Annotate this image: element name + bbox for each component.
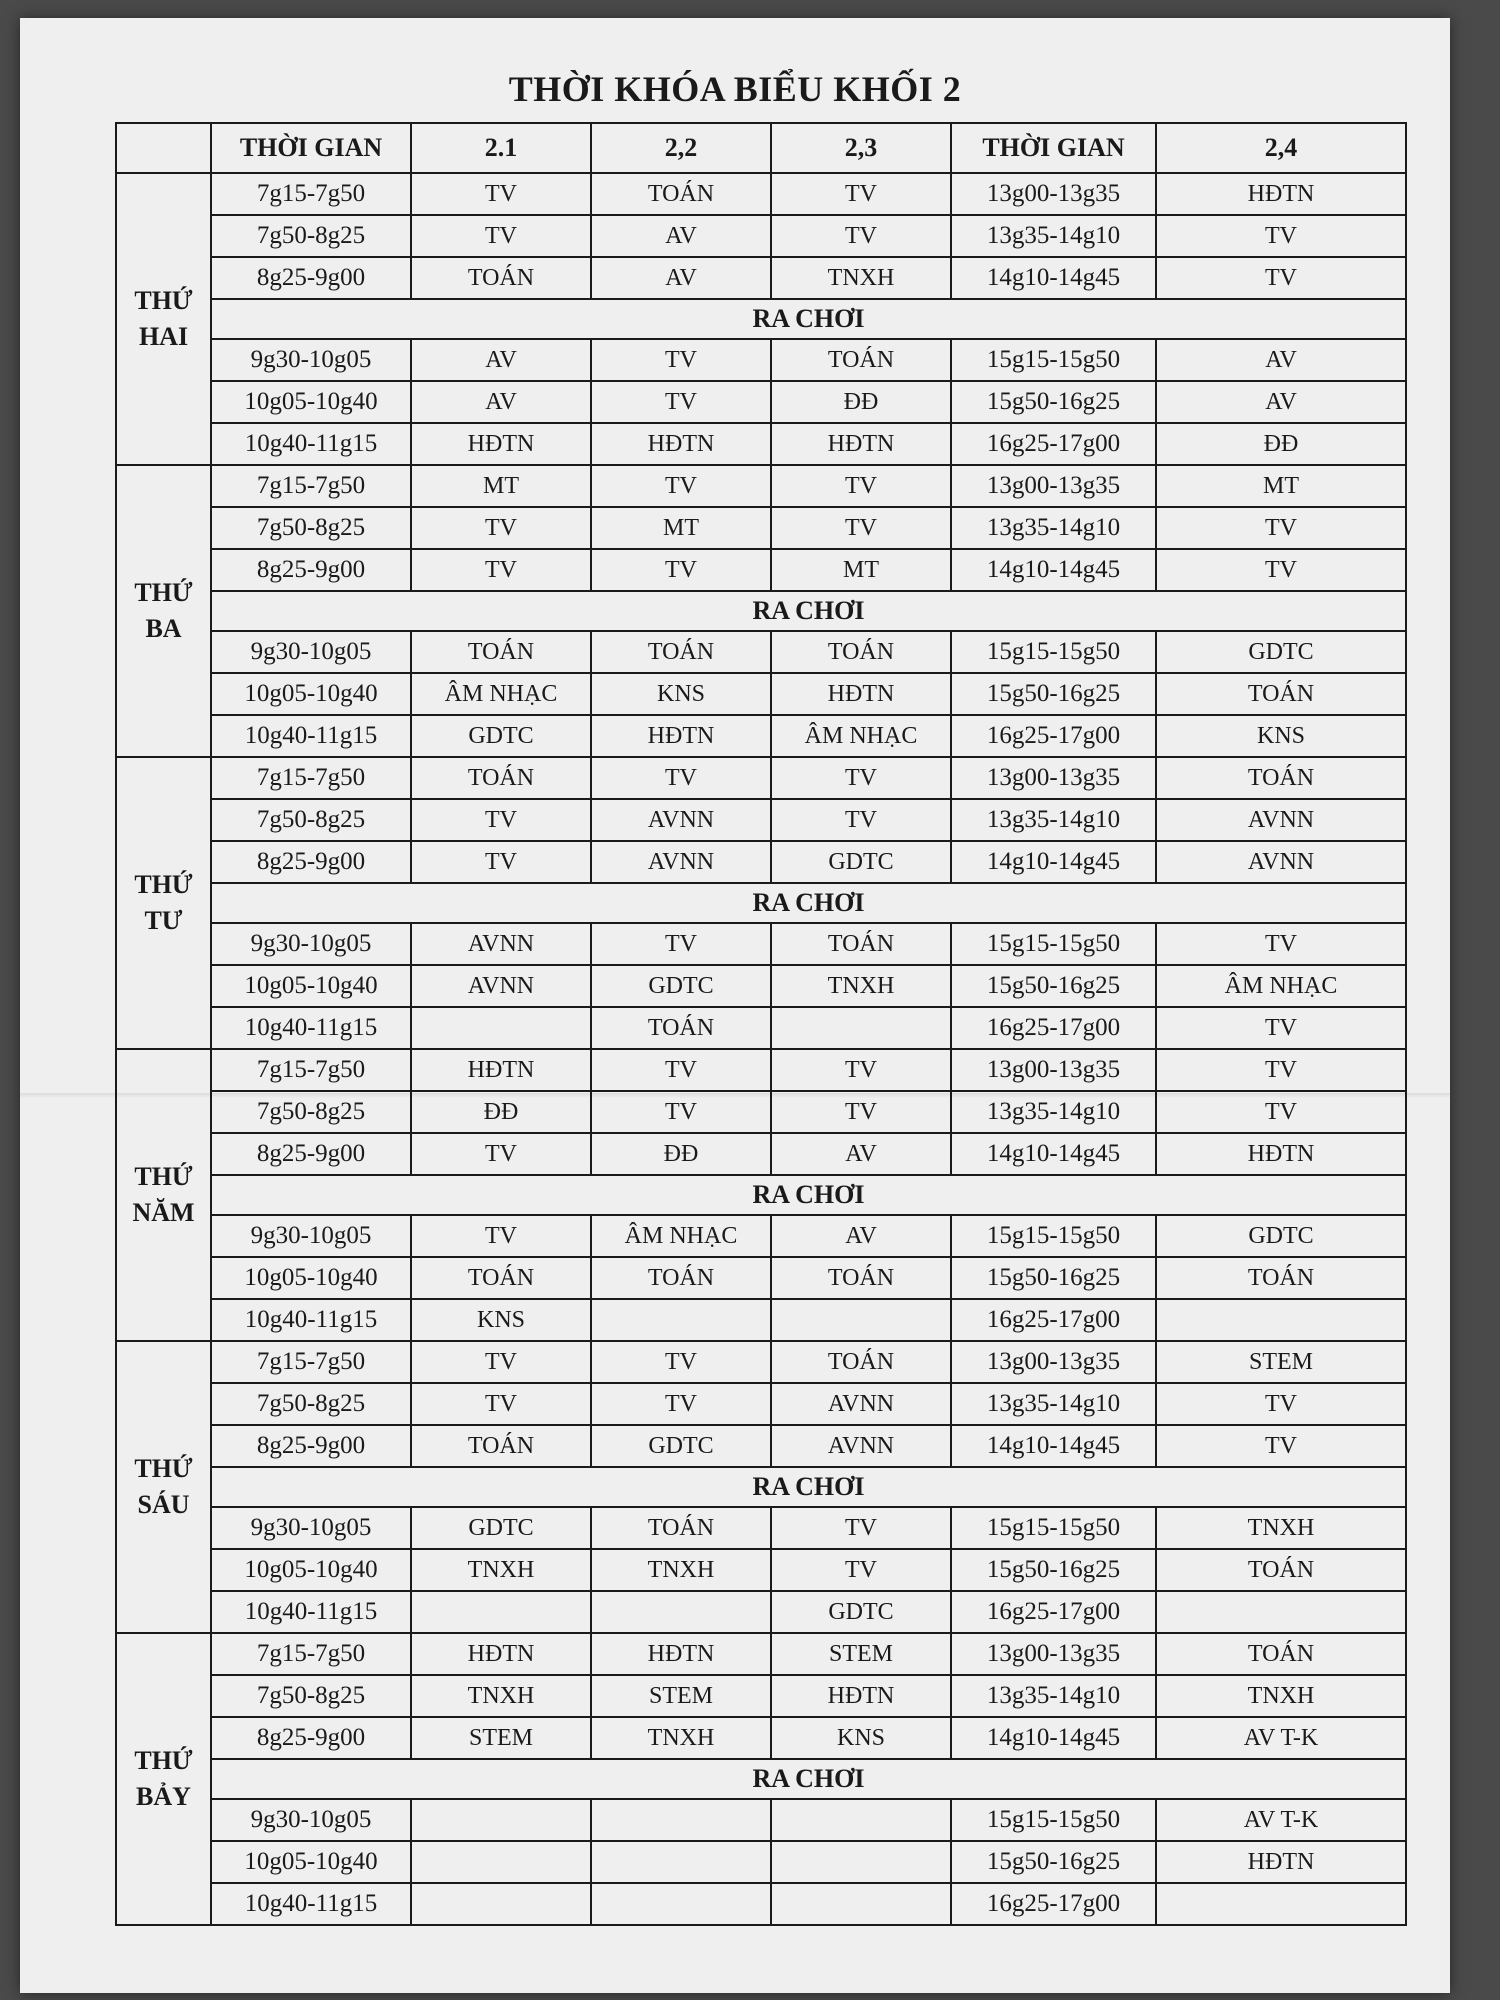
table-row (116, 1257, 1406, 1299)
class-2-3-cell: AV (771, 1215, 951, 1257)
class-2-1-cell: TV (411, 799, 591, 841)
header-time-afternoon: THỜI GIAN (951, 123, 1156, 173)
class-2-1-cell: GDTC (411, 715, 591, 757)
class-2-4-cell: TNXH (1156, 1507, 1406, 1549)
class-2-1-cell: TV (411, 841, 591, 883)
time-cell: 9g30-10g05 (211, 631, 411, 673)
time-cell: 10g05-10g40 (211, 1549, 411, 1591)
time-cell: 7g50-8g25 (211, 215, 411, 257)
recess-row (116, 1467, 1406, 1507)
header-class-2-1: 2.1 (411, 123, 591, 173)
time-cell: 10g05-10g40 (211, 673, 411, 715)
time-cell: 8g25-9g00 (211, 1717, 411, 1759)
time-pm-cell: 16g25-17g00 (951, 1007, 1156, 1049)
class-2-3-cell: HĐTN (771, 673, 951, 715)
class-2-3-cell: HĐTN (771, 423, 951, 465)
table-row (116, 215, 1406, 257)
table-row (116, 1841, 1406, 1883)
class-2-4-cell: TV (1156, 549, 1406, 591)
class-2-2-cell: TOÁN (591, 1007, 771, 1049)
time-cell: 10g05-10g40 (211, 965, 411, 1007)
table-row (116, 549, 1406, 591)
class-2-4-cell: ĐĐ (1156, 423, 1406, 465)
table-row (116, 757, 1406, 799)
recess-row (116, 591, 1406, 631)
time-cell: 9g30-10g05 (211, 1507, 411, 1549)
table-row (116, 799, 1406, 841)
class-2-3-cell: TOÁN (771, 923, 951, 965)
class-2-3-cell: KNS (771, 1717, 951, 1759)
day-label-line2: TƯ (144, 906, 183, 935)
class-2-2-cell: TV (591, 1091, 771, 1133)
time-cell: 7g15-7g50 (211, 1341, 411, 1383)
class-2-1-cell: TOÁN (411, 1257, 591, 1299)
table-row (116, 715, 1406, 757)
time-pm-cell: 15g50-16g25 (951, 381, 1156, 423)
class-2-3-cell: AVNN (771, 1383, 951, 1425)
class-2-4-cell: MT (1156, 465, 1406, 507)
class-2-1-cell: TOÁN (411, 631, 591, 673)
class-2-2-cell: TV (591, 1383, 771, 1425)
class-2-4-cell: KNS (1156, 715, 1406, 757)
day-label-line2: HAI (138, 322, 189, 351)
class-2-4-cell: TV (1156, 1091, 1406, 1133)
class-2-2-cell: TV (591, 381, 771, 423)
class-2-1-cell: MT (411, 465, 591, 507)
table-row (116, 1675, 1406, 1717)
time-cell: 7g50-8g25 (211, 799, 411, 841)
class-2-3-cell: TOÁN (771, 631, 951, 673)
class-2-4-cell: AV T-K (1156, 1799, 1406, 1841)
page-title: THỜI KHÓA BIỂU KHỐI 2 (508, 69, 962, 109)
recess-row (116, 299, 1406, 339)
class-2-2-cell: AVNN (591, 841, 771, 883)
time-pm-cell: 13g35-14g10 (951, 215, 1156, 257)
table-row (116, 1507, 1406, 1549)
class-2-3-cell: TV (771, 173, 951, 215)
class-2-2-cell (591, 1299, 771, 1341)
time-pm-cell: 16g25-17g00 (951, 1883, 1156, 1925)
class-2-4-cell: TV (1156, 257, 1406, 299)
table-row (116, 381, 1406, 423)
class-2-1-cell: KNS (411, 1299, 591, 1341)
class-2-2-cell: TV (591, 1341, 771, 1383)
time-cell: 9g30-10g05 (211, 923, 411, 965)
class-2-1-cell: ĐĐ (411, 1091, 591, 1133)
class-2-3-cell: ĐĐ (771, 381, 951, 423)
class-2-4-cell: HĐTN (1156, 173, 1406, 215)
class-2-1-cell: TV (411, 1341, 591, 1383)
class-2-3-cell (771, 1883, 951, 1925)
header-class-2-4: 2,4 (1156, 123, 1406, 173)
class-2-4-cell: ÂM NHẠC (1156, 965, 1406, 1007)
class-2-4-cell: TV (1156, 215, 1406, 257)
class-2-2-cell: AV (591, 257, 771, 299)
day-label (116, 465, 211, 757)
class-2-4-cell: TV (1156, 1425, 1406, 1467)
day-label (116, 1341, 211, 1633)
class-2-2-cell: GDTC (591, 1425, 771, 1467)
time-cell: 7g15-7g50 (211, 1633, 411, 1675)
recess-label: RA CHƠI (211, 1759, 1406, 1799)
table-row (116, 1133, 1406, 1175)
table-row (116, 1215, 1406, 1257)
recess-label: RA CHƠI (211, 883, 1406, 923)
class-2-2-cell (591, 1841, 771, 1883)
table-row (116, 1049, 1406, 1091)
time-pm-cell: 15g50-16g25 (951, 673, 1156, 715)
time-cell: 7g15-7g50 (211, 1049, 411, 1091)
class-2-1-cell: HĐTN (411, 1049, 591, 1091)
class-2-3-cell: AV (771, 1133, 951, 1175)
table-row (116, 465, 1406, 507)
class-2-2-cell: TV (591, 339, 771, 381)
class-2-4-cell: TNXH (1156, 1675, 1406, 1717)
class-2-1-cell: TOÁN (411, 257, 591, 299)
time-cell: 9g30-10g05 (211, 339, 411, 381)
time-pm-cell: 15g50-16g25 (951, 965, 1156, 1007)
class-2-1-cell: TV (411, 549, 591, 591)
class-2-3-cell (771, 1841, 951, 1883)
paper-sheet (20, 18, 1450, 1993)
class-2-1-cell: HĐTN (411, 423, 591, 465)
class-2-2-cell: TNXH (591, 1549, 771, 1591)
class-2-1-cell: GDTC (411, 1507, 591, 1549)
class-2-2-cell: TV (591, 549, 771, 591)
class-2-4-cell: TV (1156, 1007, 1406, 1049)
class-2-3-cell: TV (771, 215, 951, 257)
class-2-3-cell (771, 1007, 951, 1049)
class-2-4-cell (1156, 1883, 1406, 1925)
class-2-3-cell: TV (771, 799, 951, 841)
class-2-4-cell: AVNN (1156, 799, 1406, 841)
time-pm-cell: 13g00-13g35 (951, 465, 1156, 507)
class-2-2-cell: TV (591, 757, 771, 799)
header-blank (116, 123, 211, 173)
recess-row (116, 1759, 1406, 1799)
class-2-2-cell: TV (591, 923, 771, 965)
class-2-3-cell: TOÁN (771, 339, 951, 381)
class-2-1-cell: TV (411, 173, 591, 215)
time-pm-cell: 15g50-16g25 (951, 1257, 1156, 1299)
time-pm-cell: 15g15-15g50 (951, 631, 1156, 673)
day-label-line2: BA (145, 614, 182, 643)
class-2-2-cell: TOÁN (591, 173, 771, 215)
time-pm-cell: 15g15-15g50 (951, 339, 1156, 381)
class-2-4-cell: AV T-K (1156, 1717, 1406, 1759)
class-2-3-cell: MT (771, 549, 951, 591)
class-2-1-cell: AVNN (411, 923, 591, 965)
table-row (116, 1299, 1406, 1341)
header-class-2-3: 2,3 (771, 123, 951, 173)
table-row (116, 631, 1406, 673)
day-label-line1: THỨ (134, 1162, 193, 1191)
day-label-line1: THỨ (134, 286, 193, 315)
time-cell: 8g25-9g00 (211, 841, 411, 883)
time-cell: 7g15-7g50 (211, 173, 411, 215)
day-label (116, 757, 211, 1049)
recess-label: RA CHƠI (211, 1175, 1406, 1215)
time-pm-cell: 16g25-17g00 (951, 1299, 1156, 1341)
class-2-4-cell: GDTC (1156, 631, 1406, 673)
class-2-4-cell (1156, 1591, 1406, 1633)
time-pm-cell: 16g25-17g00 (951, 1591, 1156, 1633)
time-pm-cell: 14g10-14g45 (951, 1425, 1156, 1467)
time-pm-cell: 14g10-14g45 (951, 257, 1156, 299)
class-2-1-cell: AVNN (411, 965, 591, 1007)
table-row (116, 423, 1406, 465)
time-pm-cell: 14g10-14g45 (951, 549, 1156, 591)
class-2-1-cell: AV (411, 381, 591, 423)
table-row (116, 1007, 1406, 1049)
class-2-1-cell: TV (411, 1215, 591, 1257)
time-pm-cell: 13g00-13g35 (951, 757, 1156, 799)
time-cell: 7g50-8g25 (211, 1091, 411, 1133)
class-2-3-cell: TV (771, 1549, 951, 1591)
table-row (116, 1799, 1406, 1841)
time-cell: 8g25-9g00 (211, 1133, 411, 1175)
day-label (116, 1049, 211, 1341)
class-2-2-cell: HĐTN (591, 715, 771, 757)
class-2-3-cell: TNXH (771, 257, 951, 299)
time-cell: 7g50-8g25 (211, 507, 411, 549)
table-row (116, 1549, 1406, 1591)
class-2-3-cell: TV (771, 465, 951, 507)
table-row (116, 1091, 1406, 1133)
class-2-2-cell: AV (591, 215, 771, 257)
day-label-line2: BẢY (136, 1782, 191, 1811)
class-2-3-cell: TV (771, 757, 951, 799)
class-2-1-cell: ÂM NHẠC (411, 673, 591, 715)
time-cell: 7g50-8g25 (211, 1383, 411, 1425)
time-pm-cell: 16g25-17g00 (951, 423, 1156, 465)
class-2-1-cell: TV (411, 215, 591, 257)
recess-row (116, 1175, 1406, 1215)
recess-label: RA CHƠI (211, 299, 1406, 339)
table-row (116, 173, 1406, 215)
class-2-3-cell: STEM (771, 1633, 951, 1675)
class-2-2-cell: TV (591, 465, 771, 507)
class-2-1-cell: TV (411, 1133, 591, 1175)
header-class-2-2: 2,2 (591, 123, 771, 173)
class-2-4-cell: TOÁN (1156, 757, 1406, 799)
time-cell: 9g30-10g05 (211, 1799, 411, 1841)
class-2-2-cell: TOÁN (591, 631, 771, 673)
table-row (116, 1883, 1406, 1925)
class-2-4-cell: GDTC (1156, 1215, 1406, 1257)
table-row (116, 1383, 1406, 1425)
day-label (116, 1633, 211, 1925)
table-row (116, 841, 1406, 883)
class-2-4-cell (1156, 1299, 1406, 1341)
time-pm-cell: 13g35-14g10 (951, 507, 1156, 549)
class-2-3-cell (771, 1799, 951, 1841)
class-2-4-cell: TV (1156, 1383, 1406, 1425)
time-pm-cell: 13g00-13g35 (951, 173, 1156, 215)
class-2-1-cell: TV (411, 507, 591, 549)
time-cell: 10g40-11g15 (211, 1299, 411, 1341)
time-pm-cell: 14g10-14g45 (951, 841, 1156, 883)
time-pm-cell: 13g35-14g10 (951, 1383, 1156, 1425)
recess-row (116, 883, 1406, 923)
class-2-4-cell: AV (1156, 339, 1406, 381)
class-2-2-cell: TV (591, 1049, 771, 1091)
class-2-2-cell (591, 1799, 771, 1841)
class-2-2-cell: KNS (591, 673, 771, 715)
time-cell: 9g30-10g05 (211, 1215, 411, 1257)
day-label-line2: SÁU (137, 1490, 190, 1519)
time-pm-cell: 14g10-14g45 (951, 1717, 1156, 1759)
table-row (116, 965, 1406, 1007)
class-2-1-cell: TNXH (411, 1549, 591, 1591)
table-row (116, 1341, 1406, 1383)
class-2-4-cell: TV (1156, 507, 1406, 549)
class-2-3-cell: TOÁN (771, 1257, 951, 1299)
class-2-2-cell: TNXH (591, 1717, 771, 1759)
class-2-3-cell: GDTC (771, 841, 951, 883)
class-2-3-cell (771, 1299, 951, 1341)
time-cell: 7g15-7g50 (211, 757, 411, 799)
class-2-2-cell: AVNN (591, 799, 771, 841)
timetable-body (116, 173, 1406, 1925)
time-cell: 10g05-10g40 (211, 1841, 411, 1883)
time-pm-cell: 13g00-13g35 (951, 1633, 1156, 1675)
time-cell: 10g40-11g15 (211, 1591, 411, 1633)
class-2-3-cell: TV (771, 1049, 951, 1091)
time-cell: 7g50-8g25 (211, 1675, 411, 1717)
class-2-1-cell: TOÁN (411, 1425, 591, 1467)
class-2-4-cell: AVNN (1156, 841, 1406, 883)
header-row (116, 123, 1406, 173)
time-pm-cell: 15g15-15g50 (951, 923, 1156, 965)
time-cell: 8g25-9g00 (211, 257, 411, 299)
class-2-3-cell: HĐTN (771, 1675, 951, 1717)
time-pm-cell: 15g15-15g50 (951, 1507, 1156, 1549)
time-pm-cell: 13g00-13g35 (951, 1049, 1156, 1091)
time-pm-cell: 15g50-16g25 (951, 1549, 1156, 1591)
day-label-line1: THỨ (134, 870, 193, 899)
time-pm-cell: 13g35-14g10 (951, 1675, 1156, 1717)
class-2-4-cell: STEM (1156, 1341, 1406, 1383)
time-cell: 10g40-11g15 (211, 1883, 411, 1925)
class-2-4-cell: TOÁN (1156, 1633, 1406, 1675)
time-cell: 8g25-9g00 (211, 549, 411, 591)
class-2-4-cell: TOÁN (1156, 673, 1406, 715)
day-label-line1: THỨ (134, 578, 193, 607)
class-2-2-cell: TOÁN (591, 1257, 771, 1299)
class-2-1-cell (411, 1591, 591, 1633)
class-2-3-cell: ÂM NHẠC (771, 715, 951, 757)
class-2-2-cell: HĐTN (591, 423, 771, 465)
time-pm-cell: 14g10-14g45 (951, 1133, 1156, 1175)
table-row (116, 507, 1406, 549)
time-pm-cell: 15g15-15g50 (951, 1215, 1156, 1257)
class-2-1-cell: HĐTN (411, 1633, 591, 1675)
time-cell: 7g15-7g50 (211, 465, 411, 507)
time-pm-cell: 15g50-16g25 (951, 1841, 1156, 1883)
time-pm-cell: 16g25-17g00 (951, 715, 1156, 757)
timetable (115, 122, 1407, 1926)
class-2-1-cell (411, 1007, 591, 1049)
class-2-1-cell (411, 1799, 591, 1841)
time-cell: 10g40-11g15 (211, 423, 411, 465)
class-2-2-cell (591, 1591, 771, 1633)
class-2-3-cell: TV (771, 507, 951, 549)
recess-label: RA CHƠI (211, 591, 1406, 631)
class-2-2-cell: TOÁN (591, 1507, 771, 1549)
class-2-2-cell: GDTC (591, 965, 771, 1007)
class-2-3-cell: AVNN (771, 1425, 951, 1467)
class-2-4-cell: HĐTN (1156, 1841, 1406, 1883)
class-2-2-cell: STEM (591, 1675, 771, 1717)
day-label-line1: THỨ (134, 1746, 193, 1775)
class-2-1-cell: STEM (411, 1717, 591, 1759)
class-2-2-cell: ÂM NHẠC (591, 1215, 771, 1257)
time-pm-cell: 13g35-14g10 (951, 799, 1156, 841)
table-row (116, 339, 1406, 381)
class-2-1-cell: TV (411, 1383, 591, 1425)
table-row (116, 923, 1406, 965)
class-2-1-cell: TNXH (411, 1675, 591, 1717)
table-row (116, 1633, 1406, 1675)
class-2-2-cell: ĐĐ (591, 1133, 771, 1175)
class-2-2-cell (591, 1883, 771, 1925)
class-2-4-cell: TOÁN (1156, 1257, 1406, 1299)
day-label-line2: NĂM (132, 1198, 195, 1227)
header-time-morning: THỜI GIAN (211, 123, 411, 173)
class-2-4-cell: AV (1156, 381, 1406, 423)
class-2-3-cell: TNXH (771, 965, 951, 1007)
class-2-4-cell: TV (1156, 1049, 1406, 1091)
class-2-1-cell (411, 1883, 591, 1925)
class-2-4-cell: TV (1156, 923, 1406, 965)
class-2-1-cell: TOÁN (411, 757, 591, 799)
class-2-4-cell: TOÁN (1156, 1549, 1406, 1591)
table-row (116, 1591, 1406, 1633)
class-2-2-cell: HĐTN (591, 1633, 771, 1675)
time-pm-cell: 13g35-14g10 (951, 1091, 1156, 1133)
table-row (116, 1717, 1406, 1759)
class-2-3-cell: GDTC (771, 1591, 951, 1633)
class-2-1-cell (411, 1841, 591, 1883)
day-label (116, 173, 211, 465)
recess-label: RA CHƠI (211, 1467, 1406, 1507)
time-cell: 10g40-11g15 (211, 715, 411, 757)
time-cell: 10g05-10g40 (211, 1257, 411, 1299)
time-pm-cell: 13g00-13g35 (951, 1341, 1156, 1383)
time-cell: 8g25-9g00 (211, 1425, 411, 1467)
table-row (116, 257, 1406, 299)
time-cell: 10g40-11g15 (211, 1007, 411, 1049)
time-pm-cell: 15g15-15g50 (951, 1799, 1156, 1841)
class-2-1-cell: AV (411, 339, 591, 381)
table-row (116, 673, 1406, 715)
table-row (116, 1425, 1406, 1467)
class-2-3-cell: TOÁN (771, 1341, 951, 1383)
day-label-line1: THỨ (134, 1454, 193, 1483)
class-2-2-cell: MT (591, 507, 771, 549)
class-2-3-cell: TV (771, 1091, 951, 1133)
time-cell: 10g05-10g40 (211, 381, 411, 423)
class-2-3-cell: TV (771, 1507, 951, 1549)
class-2-4-cell: HĐTN (1156, 1133, 1406, 1175)
